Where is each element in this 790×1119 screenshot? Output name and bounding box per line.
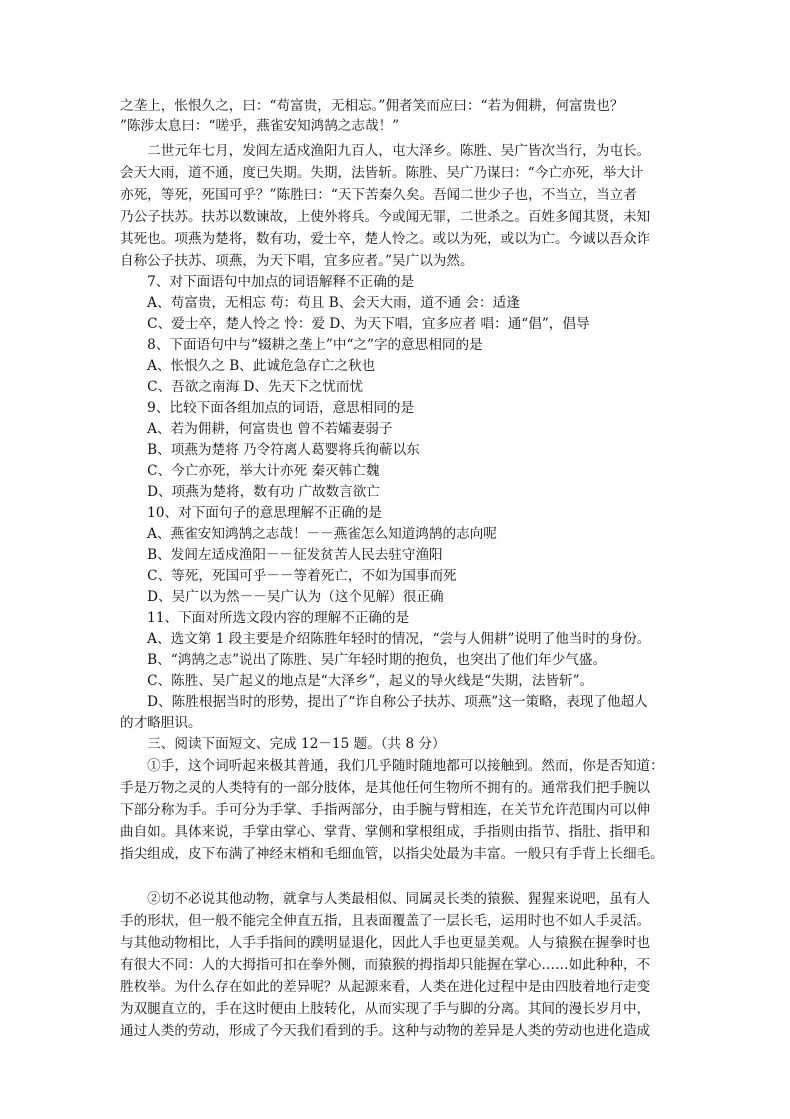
question-11-option-d-cont: 的才略胆识。 (120, 715, 202, 731)
question-7-option-cd: C、爱士卒，楚人怜之 怜：爱 D、为天下唱，宜多应者 唱：通“倡”，倡导 (120, 316, 590, 332)
paragraph-2-line: 与其他动物相比，人手手指间的蹼明显退化，因此人手也更显美观。人与猿猴在握拳时也 (120, 935, 651, 951)
question-10-stem: 10、对下面句子的意思理解不正确的是 (120, 505, 382, 521)
paragraph-1-line: 手是万物之灵的人类特有的一部分肢体，是其他任何生物所不拥有的。通常我们把手腕以 (120, 780, 651, 796)
text-line: 自称公子扶苏、项燕，为天下唱，宜多应者。”吴广以为然。 (120, 253, 474, 269)
question-9-option-d: D、项燕为楚将，数有功 广故数言欲亡 (120, 484, 380, 500)
paragraph-1-line: 下部分称为手。手可分为手掌、手指两部分，由手腕与臂相连，在关节允许范围内可以伸 (120, 802, 651, 818)
question-11-option-d: D、陈胜根据当时的形势，提出了“诈自称公子扶苏、项燕”这一策略，表现了他超人 (120, 694, 648, 710)
paragraph-2-line: 手的形状，但一般不能完全伸直五指，且表面覆盖了一层长毛，运用时也不如人手灵活。 (120, 913, 651, 929)
question-8-option-cd: C、吾欲之南海 D、先天下之忧而忧 (120, 379, 364, 395)
paragraph-2-line: 为双腿直立的，手在这时便由上肢转化，从而实现了手与脚的分离。其间的漫长岁月中， (120, 1001, 651, 1017)
question-9-stem: 9、比较下面各组加点的词语，意思相同的是 (120, 400, 415, 416)
question-7-stem: 7、对下面语句中加点的词语解释不正确的是 (120, 274, 415, 290)
question-9-option-b: B、项燕为楚将 乃令符离人葛婴将兵徇蕲以东 (120, 442, 420, 458)
question-11-option-c: C、陈胜、吴广起义的地点是“大泽乡”，起义的导火线是“失期，法皆斩”。 (120, 673, 594, 689)
question-9-option-c: C、今亡亦死，举大计亦死 秦灭韩亡魏 (120, 463, 380, 479)
question-10-option-b: B、发闾左适戍渔阳－－征发贫苦人民去驻守渔阳 (120, 547, 443, 563)
paragraph-1-line: 指尖组成，皮下布满了神经末梢和毛细血管，以指尖处最为丰富。一般只有手背上长细毛。 (120, 846, 664, 862)
question-11-stem: 11、下面对所选文段内容的理解不正确的是 (120, 610, 410, 626)
paragraph-1-line: 曲自如。具体来说，手掌由掌心、掌背、掌侧和掌根组成，手指则由指节、指肚、指甲和 (120, 824, 651, 840)
paragraph-2-line: ②切不必说其他动物，就拿与人类最相似、同属灵长类的猿猴、猩猩来说吧，虽有人 (120, 891, 651, 907)
paragraph-2-line: 通过人类的劳动，形成了今天我们看到的手。这种与动物的差异是人类的劳动也进化造成 (120, 1023, 651, 1039)
section-three-heading: 三、阅读下面短文、完成 12－15 题。（共 8 分） (120, 736, 446, 752)
text-line: 乃公子扶苏。扶苏以数谏故，上使外将兵。今或闻无罪，二世杀之。百姓多闻其贤，未知 (120, 209, 651, 225)
question-8-option-ab: A、怅恨久之 B、此诚危急存亡之秋也 (120, 358, 376, 374)
question-11-option-b: B、“鸿鹄之志”说出了陈胜、吴广年轻时期的抱负，也突出了他们年少气盛。 (120, 652, 607, 668)
question-10-option-d: D、吴广以为然－－吴广认为（这个见解）很正确 (120, 589, 444, 605)
text-line: 二世元年七月，发闾左适戍渔阳九百人，屯大泽乡。陈胜、吴广皆次当行，为屯长。 (120, 143, 651, 159)
question-10-option-c: C、等死，死国可乎－－等着死亡，不如为国事而死 (120, 568, 457, 584)
paragraph-2-line: 有很大不同：人的大拇指可扣在拳外侧，而猿猴的拇指却只能握在掌心……如此种种，不 (120, 957, 651, 973)
text-line: 其死也。项燕为楚将，数有功，爱士卒，楚人怜之。或以为死，或以为亡。今诚以吾众诈 (120, 231, 651, 247)
paragraph-1-line: ①手，这个词听起来极其普通，我们几乎随时随地都可以接触到。然而，你是否知道： (120, 758, 664, 774)
paragraph-2-line: 胜枚举。为什么存在如此的差异呢？从起源来看，人类在进化过程中是由四肢着地行走变 (120, 979, 651, 995)
text-line: 之垄上，怅恨久之，曰：“苟富贵，无相忘。”佣者笑而应曰：“若为佣耕，何富贵也？ (120, 98, 624, 114)
question-8-stem: 8、下面语句中与“辍耕之垄上”中“之”字的意思相同的是 (120, 337, 483, 353)
question-7-option-ab: A、苟富贵，无相忘 苟：苟且 B、会天大雨，道不通 会：适逢 (120, 295, 520, 311)
question-10-option-a: A、燕雀安知鸿鹄之志哉！－－燕雀怎么知道鸿鹄的志向呢 (120, 526, 497, 542)
text-line: 亦死，等死，死国可乎？”陈胜曰：“天下苦秦久矣。吾闻二世少子也，不当立，当立者 (120, 187, 637, 203)
question-9-option-a: A、若为佣耕，何富贵也 曾不若孀妻弱子 (120, 421, 393, 437)
text-line: 会天大雨，道不通，度已失期。失期，法皆斩。陈胜、吴广乃谋曰：“今亡亦死，举大计 (120, 165, 644, 181)
question-11-option-a: A、选文第 1 段主要是介绍陈胜年轻时的情况，“尝与人佣耕”说明了他当时的身份。 (120, 631, 651, 647)
text-line: ”陈涉太息曰：“嗟乎，燕雀安知鸿鹄之志哉！” (120, 118, 400, 134)
